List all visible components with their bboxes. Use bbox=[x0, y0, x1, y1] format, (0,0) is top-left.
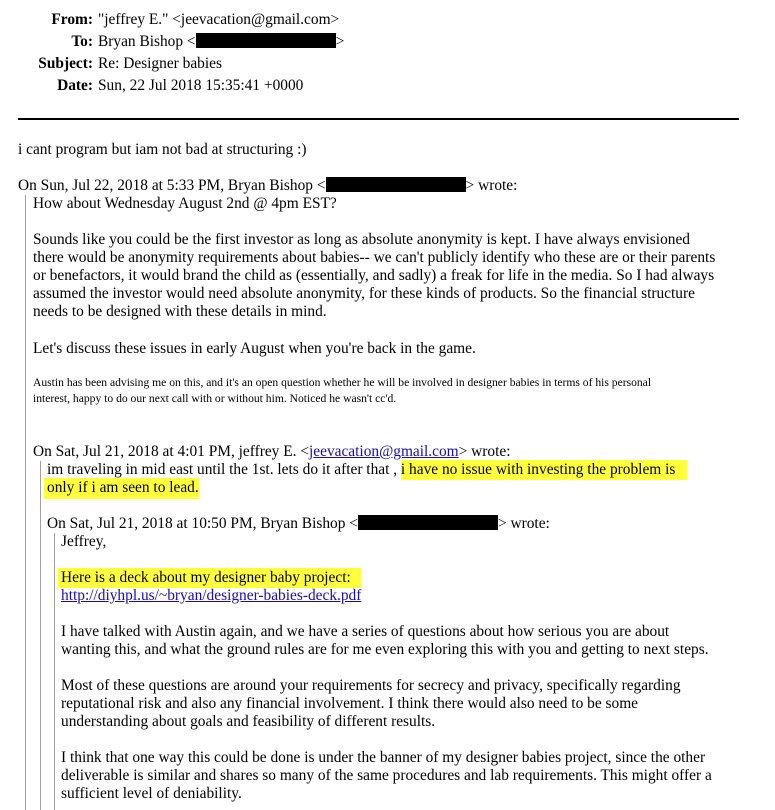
to-suffix: > bbox=[335, 33, 345, 50]
quote2-line2 bbox=[44, 479, 199, 497]
quote3-para3-line: Most of these questions are around your requirements for secrecy and privacy, specifically regarding bbox=[61, 677, 681, 694]
from-label: From: bbox=[51, 11, 93, 28]
quote1-para2-line: or benefactors, it would brand the child as (essentially, and sadly) a freak for life in the media. So I had always bbox=[33, 267, 715, 284]
redaction-bar bbox=[326, 177, 466, 192]
quote3-attribution bbox=[47, 515, 550, 533]
subject-value: Re: Designer babies bbox=[98, 55, 222, 72]
quote2-attribution bbox=[33, 443, 511, 461]
redaction-bar bbox=[358, 515, 498, 530]
to-label: To: bbox=[71, 33, 93, 50]
header-divider bbox=[18, 118, 739, 120]
quote3-bar bbox=[54, 533, 55, 810]
quote3-para4-line: sufficient level of deniability. bbox=[61, 785, 242, 802]
quote1-bar bbox=[25, 195, 26, 810]
quote2-line2-highlight: only if i am seen to lead. bbox=[44, 478, 199, 499]
quote3-deck-line bbox=[58, 569, 361, 587]
quote1-line1: How about Wednesday August 2nd @ 4pm EST? bbox=[33, 195, 337, 212]
quote2-attribution-prefix: On Sat, Jul 21, 2018 at 4:01 PM, jeffrey E. < bbox=[33, 443, 310, 460]
quote2-line1-highlight: i have no issue with investing the problem is bbox=[401, 460, 687, 480]
quote1-para2-line: Sounds like you could be the first investor as long as absolute anonymity is kept. I have always envisioned bbox=[33, 231, 690, 248]
quote1-para2-line: there would be anonymity requirements about babies-- we can't publicly identify who these are or their parents bbox=[33, 249, 716, 266]
quote1-para4-line: Austin has been advising me on this, and it's an open question whether he will be involved in designer babies in terms of his personal bbox=[33, 376, 652, 389]
date-value: Sun, 22 Jul 2018 15:35:41 +0000 bbox=[98, 77, 304, 94]
quote2-line1-plain: im traveling in mid east until the 1st. lets do it after that , bbox=[47, 461, 401, 478]
quote1-attribution bbox=[18, 177, 517, 195]
quote3-para2-line: I have talked with Austin again, and we have a series of questions about how serious you are about bbox=[61, 623, 670, 640]
quote3-attribution-prefix: On Sat, Jul 21, 2018 at 10:50 PM, Bryan Bishop < bbox=[47, 515, 358, 532]
quote2-email-link[interactable]: jeevacation@gmail.com bbox=[309, 443, 459, 460]
quote2-attribution-suffix: > wrote: bbox=[458, 443, 511, 460]
quote1-attribution-suffix: > wrote: bbox=[465, 177, 518, 194]
from-value: "jeffrey E." <jeevacation@gmail.com> bbox=[98, 11, 340, 28]
quote1-para2-line: needs to be designed with these details in mind. bbox=[33, 303, 327, 320]
to-value bbox=[98, 33, 344, 51]
quote1-attribution-prefix: On Sun, Jul 22, 2018 at 5:33 PM, Bryan Bishop < bbox=[18, 177, 326, 194]
quote3-link-line bbox=[61, 587, 361, 605]
to-prefix: Bryan Bishop < bbox=[98, 33, 196, 50]
redaction-bar bbox=[196, 33, 336, 48]
quote3-greeting: Jeffrey, bbox=[61, 533, 107, 550]
deck-link[interactable]: http://diyhpl.us/~bryan/designer-babies-deck.pdf bbox=[61, 587, 362, 604]
reply-text: i cant program but iam not bad at structuring :) bbox=[18, 141, 307, 158]
quote2-bar bbox=[40, 461, 41, 810]
quote3-deck-highlight: Here is a deck about my designer baby project: bbox=[58, 568, 361, 588]
quote1-para4-line: interest, happy to do our next call with or without him. Noticed he wasn't cc'd. bbox=[33, 392, 397, 405]
quote3-para2-line: wanting this, and what the ground rules are for me even exploring this with you and getting to next steps. bbox=[61, 641, 709, 658]
quote2-line1 bbox=[47, 461, 687, 479]
quote3-attribution-suffix: > wrote: bbox=[497, 515, 550, 532]
quote1-para3: Let's discuss these issues in early August when you're back in the game. bbox=[33, 340, 476, 357]
quote3-para4-line: I think that one way this could be done is under the banner of my designer babies project, since the other bbox=[61, 749, 706, 766]
quote3-para3-line: understanding about goals and feasibility of different results. bbox=[61, 713, 436, 730]
subject-label: Subject: bbox=[38, 55, 93, 72]
date-label: Date: bbox=[57, 77, 93, 94]
quote1-para2-line: assumed the investor would need absolute anonymity, for these kinds of products. So the financial structure bbox=[33, 285, 695, 302]
quote3-para3-line: reputational risk and also any financial involvement. I think there would also need to be some bbox=[61, 695, 638, 712]
quote3-para4-line: deliverable is similar and shares so many of the same procedures and lab requirements. This might offer a bbox=[61, 767, 712, 784]
